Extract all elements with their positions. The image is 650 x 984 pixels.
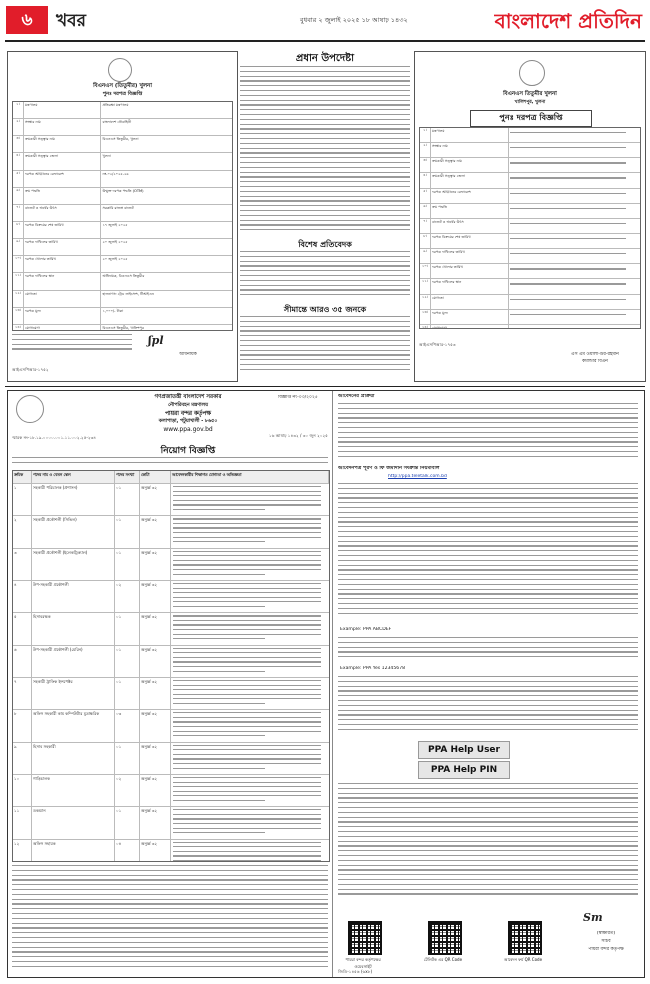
ppa-help-steps <box>338 676 638 738</box>
row-value <box>509 279 640 293</box>
ppa-eligibility <box>338 403 638 463</box>
table-row <box>420 325 640 329</box>
table-row <box>13 171 232 188</box>
cell-count: ০১ <box>115 646 140 677</box>
cell-quota: অনুর্ধ্ব ৩২ <box>140 743 171 774</box>
cell-count: ০১ <box>115 516 140 547</box>
page-header <box>0 0 650 40</box>
mid-rule <box>5 386 645 387</box>
ppa-right-heading: আবেদনের প্রক্রিয়া <box>338 394 375 399</box>
cell-name: হিসাবরক্ষক <box>32 613 115 644</box>
cell-count: ০১ <box>115 613 140 644</box>
cell-quota: অনুর্ধ্ব ৩২ <box>140 581 171 612</box>
row-key: বাজেট ও অর্থের উৎস <box>431 219 509 233</box>
ppa-conditions <box>12 865 328 973</box>
row-value: ২০ জুলাই ২০২৫ <box>102 240 128 245</box>
table-row <box>420 295 640 310</box>
row-number: ৫। <box>420 189 431 203</box>
row-key: দরপত্র দাখিলের স্থান <box>24 273 101 289</box>
ad-left-org: বিএনএস (তিতুমীর) খুলনা <box>93 83 152 89</box>
row-number: ১৩। <box>13 308 24 324</box>
row-key: ক্রয়কারী সত্ত্বার নাম <box>24 136 101 152</box>
navy-emblem-icon <box>108 58 132 82</box>
qr-code-icon <box>508 921 542 955</box>
ad-right-signer-title: কমান্ডার বিএন <box>582 359 608 364</box>
row-number: ৭। <box>13 205 24 221</box>
row-key: দরপত্র বিক্রয়ের শেষ তারিখ <box>24 222 101 238</box>
cell-quota: অনুর্ধ্ব ৩২ <box>140 549 171 580</box>
table-row <box>13 291 232 308</box>
qr-caption-3: আবেদন ফর্ম QR Code <box>503 957 543 962</box>
table-row <box>13 222 232 239</box>
table-row <box>13 308 232 325</box>
table-row <box>420 234 640 249</box>
table-row <box>420 310 640 325</box>
tender-ad-right <box>414 51 646 382</box>
row-value <box>509 128 640 142</box>
table-row <box>13 119 232 136</box>
ppa-online-heading: আবেদনপত্র পূরণ ও ফি জমাদান সংক্রান্ত নিয়মাবলি <box>338 466 440 471</box>
article-body-3 <box>240 316 410 380</box>
row-key: যোগাযোগ <box>24 325 101 331</box>
cell-n: ৫ <box>13 613 32 644</box>
row-number: ১৪। <box>420 325 431 329</box>
ad-left-signature: ʃpl <box>148 334 164 347</box>
ad-right-table <box>419 127 641 329</box>
cell-quota: অনুর্ধ্ব ৩২ <box>140 613 171 644</box>
column-divider <box>332 391 333 977</box>
ad-left-subtitle: পুনঃ দরপত্র বিজ্ঞপ্তি <box>102 91 143 97</box>
cell-quota: অনুর্ধ্ব ৩২ <box>140 807 171 838</box>
table-row <box>13 710 329 742</box>
row-number: ৮। <box>13 222 24 238</box>
cell-count: ০২ <box>115 581 140 612</box>
ppa-authority: পায়রা বন্দর কর্তৃপক্ষ <box>164 411 212 417</box>
ppa-online-link[interactable]: http://ppa.teletalk.com.bd <box>388 474 447 479</box>
cell-quota: অনুর্ধ্ব ৩২ <box>140 516 171 547</box>
table-row <box>13 549 329 581</box>
column-header: আবেদনকারীর শিক্ষাগত যোগ্যতা ও অভিজ্ঞতা <box>171 471 329 483</box>
row-key: ক্রয়কারী সত্ত্বার জেলা <box>24 153 101 169</box>
row-key: যোগ্যতা <box>431 295 509 309</box>
ppa-signer-org: পায়রা বন্দর কর্তৃপক্ষ <box>588 947 624 952</box>
cell-name: গাড়িচালক <box>32 775 115 806</box>
ad-right-org: বিএনএস তিতুমীর খুলনা <box>503 91 557 97</box>
table-row <box>420 204 640 219</box>
row-number: ১১। <box>13 273 24 289</box>
row-key: দরপত্র বিক্রয়ের শেষ তারিখ <box>431 234 509 248</box>
row-number: ২। <box>13 119 24 135</box>
cell-n: ১০ <box>13 775 32 806</box>
cell-name: সহকারী প্রকৌশলী (ইলেকট্রিক্যাল) <box>32 549 115 580</box>
cell-qualification <box>171 678 329 709</box>
cell-name: ডকম্যান <box>32 807 115 838</box>
cell-quota: অনুর্ধ্ব ৩২ <box>140 840 171 862</box>
ad-left-ref: আইএসপিআর-১৭৫২ <box>12 367 49 372</box>
row-value <box>509 325 640 329</box>
row-key: দরপত্র দাখিলের তারিখ <box>431 249 509 263</box>
ad-right-ref: আইএসপিআর-১৭৫৩ <box>419 342 456 347</box>
cell-qualification <box>171 516 329 547</box>
ad-left-table <box>12 101 233 331</box>
row-value <box>509 310 640 324</box>
column-header: পদের সংখ্যা <box>115 471 140 483</box>
row-number: ৫। <box>13 171 24 187</box>
row-number: ১০। <box>420 264 431 278</box>
ppa-footer-no: জিডি-১৪৫৬ (৬x৮) <box>338 969 373 974</box>
cell-quota: অনুর্ধ্ব ৩২ <box>140 484 171 515</box>
row-number: ১৩। <box>420 310 431 324</box>
row-value: খুলনা <box>102 154 111 159</box>
table-row <box>13 807 329 839</box>
ppa-gov: গণপ্রজাতন্ত্রী বাংলাদেশ সরকার <box>154 394 222 400</box>
row-number: ৭। <box>420 219 431 233</box>
cell-name: উপ-সহকারী প্রকৌশলী <box>32 581 115 612</box>
row-key: দরপত্র মূল্য <box>24 308 101 324</box>
column-header: কোটা <box>140 471 171 483</box>
row-key: মন্ত্রণালয় <box>431 128 509 142</box>
row-value <box>509 173 640 187</box>
section-title: খবর <box>56 11 86 31</box>
cell-qualification <box>171 581 329 612</box>
row-key: সংস্থার নাম <box>24 119 101 135</box>
help-user-button: PPA Help User <box>418 741 510 759</box>
row-number: ৪। <box>13 153 24 169</box>
table-row <box>420 143 640 158</box>
ppa-instructions <box>338 783 638 903</box>
ppa-signer-name: সচিব <box>601 939 611 944</box>
ppa-sms2: Example: PPA Yes 12345678 <box>340 666 406 671</box>
row-number: ১১। <box>420 279 431 293</box>
table-row <box>13 581 329 613</box>
row-value <box>509 158 640 172</box>
ppa-intro <box>12 457 328 469</box>
table-row <box>420 128 640 143</box>
ppa-website: www.ppa.gov.bd <box>163 426 213 433</box>
navy-emblem-icon <box>519 60 545 86</box>
row-key: সংস্থার নাম <box>431 143 509 157</box>
article-heading: প্রধান উপদেষ্টা <box>295 53 355 64</box>
cell-n: ৭ <box>13 678 32 709</box>
row-value <box>509 249 640 263</box>
table-row <box>420 249 640 264</box>
row-key: দরপত্র মূল্য <box>431 310 509 324</box>
ppa-signer: (স্বাক্ষরিত) <box>596 931 616 936</box>
table-row <box>13 743 329 775</box>
ppa-sms-steps <box>338 637 638 663</box>
govt-emblem-icon <box>16 395 44 423</box>
article-subheading: বিশেষ প্রতিবেদক <box>298 240 352 249</box>
row-value: বাংলাদেশ নৌবাহিনী <box>102 120 132 125</box>
table-row <box>13 136 232 153</box>
row-key: ক্রয়কারী সত্ত্বার জেলা <box>431 173 509 187</box>
row-key: ক্রয় পদ্ধতি <box>431 204 509 218</box>
row-value <box>509 295 640 309</box>
row-value: ২০ জুলাই ২০২৫ <box>102 257 128 262</box>
row-key: যোগ্যতা <box>24 291 101 307</box>
table-row <box>13 205 232 222</box>
row-number: ২। <box>420 143 431 157</box>
table-row <box>13 239 232 256</box>
row-key: দরপত্র আহ্বানের রেফারেন্স <box>431 189 509 203</box>
row-key: মন্ত্রণালয় <box>24 102 101 118</box>
ppa-ministry: নৌপরিবহন মন্ত্রণালয় <box>168 403 208 408</box>
ad-left-notes <box>12 334 132 354</box>
row-value: উন্মুক্ত দরপত্র পদ্ধতি (OTM) <box>102 188 144 193</box>
row-key: ক্রয়কারী সত্ত্বার নাম <box>431 158 509 172</box>
row-number: ৪। <box>420 173 431 187</box>
qr-code-icon <box>348 921 382 955</box>
table-row <box>13 484 329 516</box>
cell-count: ০৩ <box>115 710 140 741</box>
ppa-posts-table <box>12 470 330 862</box>
cell-quota: অনুর্ধ্ব ৩২ <box>140 710 171 741</box>
ppa-address: কলাপাড়া, পটুয়াখালী - ৮৬৫০ <box>158 419 218 424</box>
ppa-online-steps <box>338 483 638 623</box>
row-number: ৯। <box>13 239 24 255</box>
ppa-date: ১৬ আষাঢ় ১৪৩২ / ৩০ জুন ২০২৫ <box>269 433 328 438</box>
cell-n: ৩ <box>13 549 32 580</box>
ppa-sms1: Example: PPA ABCDEF <box>340 627 392 632</box>
qr-caption-1: পায়রা বন্দর কর্তৃপক্ষের ওয়েবসাইট <box>345 957 381 969</box>
cell-n: ১২ <box>13 840 32 862</box>
cell-n: ১ <box>13 484 32 515</box>
row-value: হালনাগাদ ট্রেড লাইসেন্স, টিআইএন <box>102 291 154 296</box>
cell-qualification <box>171 807 329 838</box>
cell-n: ৮ <box>13 710 32 741</box>
row-value: বিএনএস তিতুমীর, খুলনা <box>102 137 139 142</box>
row-key: দরপত্র খোলার তারিখ <box>24 256 101 272</box>
row-key: ক্রয় পদ্ধতি <box>24 188 101 204</box>
table-row <box>420 264 640 279</box>
cell-count: ০১ <box>115 743 140 774</box>
table-row <box>13 840 329 862</box>
tender-ad-left <box>7 51 238 382</box>
ad-right-signer: এস এম ওয়ালী-উর-রহমান <box>571 352 619 357</box>
cell-n: ২ <box>13 516 32 547</box>
ppa-title: নিয়োগ বিজ্ঞপ্তি <box>160 446 216 456</box>
table-row <box>420 189 640 204</box>
article-body-1 <box>240 66 410 238</box>
table-row <box>420 279 640 294</box>
row-number: ৯। <box>420 249 431 263</box>
row-number: ১০। <box>13 256 24 272</box>
header-rule <box>5 40 645 42</box>
row-value <box>509 264 640 278</box>
cell-quota: অনুর্ধ্ব ৩২ <box>140 678 171 709</box>
qr-code-icon <box>428 921 462 955</box>
article-headline-2: সীমান্তে আরও ৩৫ জনকে <box>283 305 367 314</box>
row-number: ৬। <box>13 188 24 204</box>
cell-qualification <box>171 775 329 806</box>
qr-caption-2: টেলিটক এর QR Code <box>423 957 463 962</box>
table-row <box>13 188 232 205</box>
row-key: বাজেট ও অর্থের উৎস <box>24 205 101 221</box>
row-value <box>509 143 640 157</box>
cell-qualification <box>171 613 329 644</box>
row-key: দরপত্র দাখিলের তারিখ <box>24 239 101 255</box>
cell-n: ১১ <box>13 807 32 838</box>
cell-n: ৯ <box>13 743 32 774</box>
ppa-recruitment-ad <box>7 390 645 978</box>
row-key: যোগাযোগ <box>431 325 509 329</box>
row-number: ৬। <box>420 204 431 218</box>
cell-qualification <box>171 710 329 741</box>
page-number: ৬ <box>6 6 48 34</box>
table-row <box>13 678 329 710</box>
row-number: ৮। <box>420 234 431 248</box>
cell-qualification <box>171 484 329 515</box>
row-number: ১২। <box>420 295 431 309</box>
table-row <box>13 325 232 331</box>
row-value: ১,০০০/- টাকা <box>102 308 124 313</box>
table-row <box>13 102 232 119</box>
cell-count: ০৪ <box>115 840 140 862</box>
cell-quota: অনুর্ধ্ব ৩২ <box>140 775 171 806</box>
table-row <box>420 158 640 173</box>
cell-qualification <box>171 840 329 862</box>
cell-count: ০১ <box>115 678 140 709</box>
row-value: নং-০২/২০২৫-২৬ <box>102 171 129 176</box>
help-pin-button: PPA Help PIN <box>418 761 510 779</box>
row-value: বিএনএস তিতুমীর, খালিশপুর <box>102 325 144 330</box>
table-row <box>13 516 329 548</box>
cell-count: ০২ <box>115 775 140 806</box>
row-value <box>509 204 640 218</box>
cell-name: সহকারী পরিচালক (প্রশাসন) <box>32 484 115 515</box>
row-key: দরপত্র দাখিলের স্থান <box>431 279 509 293</box>
row-number: ১। <box>13 102 24 118</box>
cell-name: অফিস সহকারী কাম কম্পিউটার মুদ্রাক্ষরিক <box>32 710 115 741</box>
column-header: ক্রমিক <box>13 471 32 483</box>
ad-left-signer: অধিনায়ক <box>179 352 197 357</box>
cell-qualification <box>171 743 329 774</box>
cell-count: ০১ <box>115 549 140 580</box>
ppa-memo: স্মারক নং-১৮.১৯.০০০০.০০১.১১.০০২.২৫-২৩৪ <box>12 435 97 440</box>
table-row <box>13 153 232 170</box>
row-value <box>509 189 640 203</box>
cell-name: উপ-সহকারী প্রকৌশলী (মেরিন) <box>32 646 115 677</box>
row-key: দরপত্র আহ্বানের রেফারেন্স <box>24 171 101 187</box>
table-header <box>13 471 329 484</box>
row-number: ৩। <box>13 136 24 152</box>
table-row <box>420 219 640 234</box>
table-row <box>420 173 640 188</box>
row-value: প্রতিরক্ষা মন্ত্রণালয় <box>102 103 129 107</box>
cell-count: ০১ <box>115 484 140 515</box>
cell-qualification <box>171 549 329 580</box>
row-number: ৩। <box>420 158 431 172</box>
column-header: পদের নাম ও বেতন স্কেল <box>32 471 115 483</box>
ad-right-title: পুনঃ দরপত্র বিজ্ঞপ্তি <box>470 110 592 127</box>
table-row <box>13 775 329 807</box>
row-value <box>509 219 640 233</box>
cell-n: ৪ <box>13 581 32 612</box>
cell-n: ৬ <box>13 646 32 677</box>
row-value <box>509 234 640 248</box>
table-row <box>13 273 232 290</box>
row-number: ১। <box>420 128 431 142</box>
table-row <box>13 613 329 645</box>
cell-name: হিসাব সহকারী <box>32 743 115 774</box>
issue-date: বুধবার ২ জুলাই ২০২৫ ১৮ আষাঢ় ১৪৩২ <box>300 16 408 24</box>
cell-name: অফিস সহায়ক <box>32 840 115 862</box>
article-body-2 <box>240 251 410 303</box>
row-value: সরকারি রাজস্ব বাজেট <box>102 205 134 210</box>
cell-count: ০১ <box>115 807 140 838</box>
cell-quota: অনুর্ধ্ব ৩২ <box>140 646 171 677</box>
row-number: ১২। <box>13 291 24 307</box>
row-key: দরপত্র খোলার তারিখ <box>431 264 509 278</box>
ppa-signature: Sm <box>583 911 603 924</box>
cell-name: সহকারী প্রকৌশলী (সিভিল) <box>32 516 115 547</box>
row-number: ১৪। <box>13 325 24 331</box>
cell-name: সহকারী ট্রাফিক ইন্সপেক্টর <box>32 678 115 709</box>
cell-qualification <box>171 646 329 677</box>
ad-right-address: খালিশপুর, খুলনা <box>514 100 546 105</box>
row-value: ১৭ জুলাই ২০২৫ <box>102 222 128 227</box>
brand-logo: বাংলাদেশ প্রতিদিন <box>494 9 642 33</box>
row-value: অধিনায়ক, বিএনএস তিতুমীর <box>102 274 145 279</box>
table-row <box>13 256 232 273</box>
table-row <box>13 646 329 678</box>
ppa-notice-no: বিজ্ঞপ্তি নং-০৩/২০২৫ <box>278 395 318 400</box>
